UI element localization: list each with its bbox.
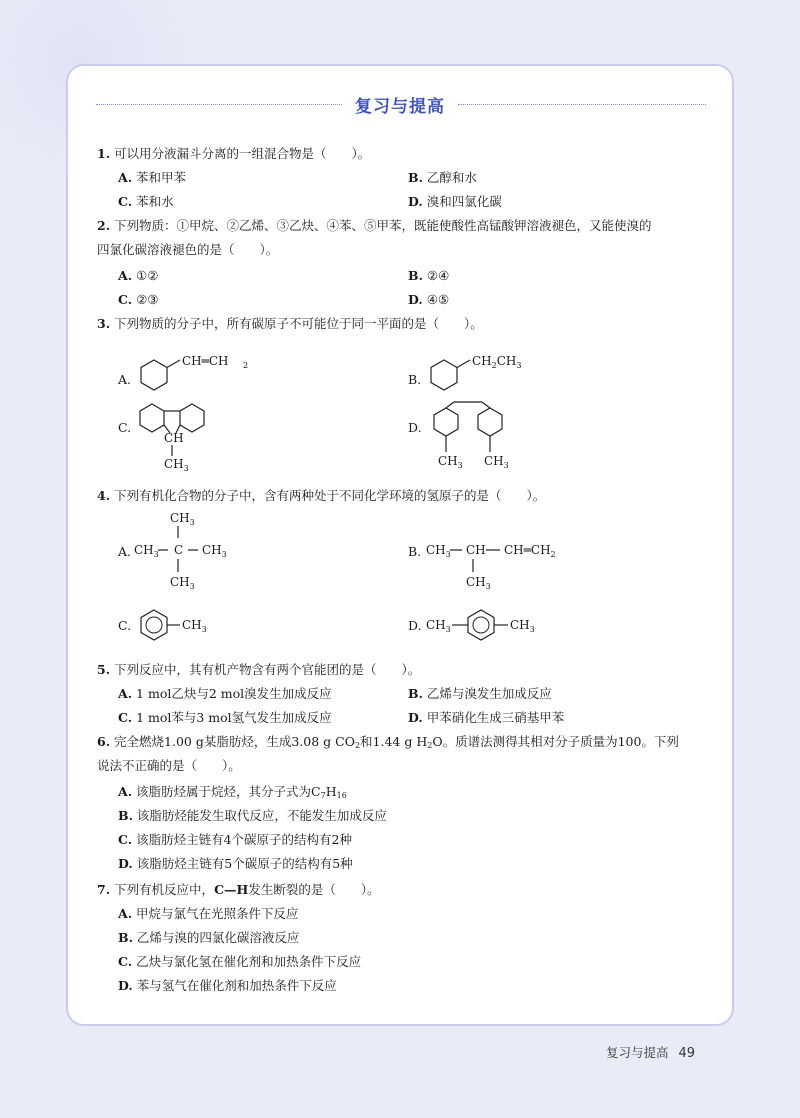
option-5a: A. 1 mol乙炔与2 mol溴发生加成反应 [118, 686, 332, 701]
neopentane-structure [134, 508, 244, 592]
svg-text:2: 2 [243, 361, 249, 370]
question-stem: 可以用分液漏斗分离的一组混合物是（ ）。 [114, 146, 371, 161]
svg-text:CH═CH: CH═CH [182, 354, 229, 368]
question-2: 2. 下列物质：①甲烷、②乙烯、③乙炔、④苯、⑤甲苯，既能使酸性高锰酸钾溶液褪色，又能使溴的 [97, 218, 652, 233]
option-1b: B. 乙醇和水 [408, 170, 477, 185]
header-dotted-line-right [458, 104, 706, 105]
svg-text:CH3: $CH_3$ [438, 454, 463, 470]
option-6a: A. 该脂肪烃属于烷烃，其分子式为$C_7H_{16}$ [118, 784, 347, 800]
ethylbenzene-structure [424, 350, 564, 400]
svg-text:CH3: $CH_3$ [134, 543, 159, 559]
option-4a-label: A. [118, 544, 132, 559]
option-5c: C. 1 mol苯与3 mol氢气发生加成反应 [118, 710, 332, 725]
fluorene-like-structure [134, 400, 214, 474]
svg-text:CH3: $CH_3$ [170, 511, 195, 527]
option-1d: D. 溴和四氯化碳 [408, 194, 502, 209]
styrene-structure [134, 350, 274, 400]
option-3d-label: D. [408, 420, 422, 435]
question-5: 5. 下列反应中，其有机产物含有两个官能团的是（ ）。 [97, 662, 421, 677]
page-footer [606, 1043, 695, 1061]
option-2c: C. ②③ [118, 292, 159, 307]
option-6b: B. 该脂肪烃能发生取代反应，不能发生加成反应 [118, 808, 387, 823]
methylbutene-structure [424, 532, 584, 592]
svg-text:CH3: $CH_3$ [164, 457, 189, 473]
svg-text:CH═CH2: $CH═CH_2$ [504, 543, 556, 559]
option-4d-label: D. [408, 618, 422, 633]
svg-text:CH: CH [466, 543, 486, 557]
question-stem: 下列物质：①甲烷、②乙烯、③乙炔、④苯、⑤甲苯，既能使酸性高锰酸钾溶液褪色，又能使溴的 [114, 218, 652, 233]
header-dotted-line-left [96, 104, 342, 105]
question-3: 3. 下列物质的分子中，所有碳原子不可能位于同一平面的是（ ）。 [97, 316, 483, 331]
option-4c-label: C. [118, 618, 132, 633]
page-number: 49 [678, 1046, 696, 1061]
question-6-stem-line2: 说法不正确的是（ ）。 [97, 758, 241, 773]
svg-text:CH3: $CH_3$ [484, 454, 509, 470]
svg-text:CH3: $CH_3$ [426, 543, 451, 559]
option-2a: A. ①② [118, 268, 159, 283]
option-6d: D. 该脂肪烃主链有5个碳原子的结构有5种 [118, 856, 353, 871]
question-stem: 下列物质的分子中，所有碳原子不可能位于同一平面的是（ ）。 [114, 316, 483, 331]
question-stem: 下列有机反应中，C—H发生断裂的是（ ）。 [114, 882, 380, 897]
question-stem: 下列有机化合物的分子中，含有两种处于不同化学环境的氢原子的是（ ）。 [114, 488, 546, 503]
option-1c: C. 苯和水 [118, 194, 174, 209]
svg-text:CH3: $CH_3$ [426, 618, 451, 634]
svg-text:CH3: $CH_3$ [182, 618, 207, 634]
dimethylbiphenyl-structure [424, 400, 534, 474]
option-5b: B. 乙烯与溴发生加成反应 [408, 686, 552, 701]
option-5d: D. 甲苯硝化生成三硝基甲苯 [408, 710, 565, 725]
option-3c-label: C. [118, 420, 132, 435]
question-1: 1. 可以用分液漏斗分离的一组混合物是（ ）。 [97, 146, 371, 161]
option-2b: B. ②④ [408, 268, 450, 283]
option-7d: D. 苯与氢气在催化剂和加热条件下反应 [118, 978, 337, 993]
question-4: 4. 下列有机化合物的分子中，含有两种处于不同化学环境的氢原子的是（ ）。 [97, 488, 546, 503]
question-2-stem-line2: 四氯化碳溶液褪色的是（ ）。 [97, 242, 279, 257]
section-header [96, 92, 706, 116]
svg-text:C: C [174, 543, 184, 557]
p-xylene-structure [424, 604, 564, 648]
section-title: 复习与提高 [355, 97, 445, 117]
option-7c: C. 乙炔与氯化氢在催化剂和加热条件下反应 [118, 954, 362, 969]
question-stem: 完全燃烧1.00 g某脂肪烃，生成3.08 g $CO_2$和1.44 g $H_2O$。质谱法测得其相对分子质量为100。下列 [114, 734, 679, 750]
svg-text:CH2CH3: $CH_2CH_3$ [472, 354, 522, 370]
option-4b-label: B. [408, 544, 422, 559]
svg-text:CH3: $CH_3$ [170, 575, 195, 591]
option-7b: B. 乙烯与溴的四氯化碳溶液反应 [118, 930, 300, 945]
svg-text:CH3: $CH_3$ [466, 575, 491, 591]
option-7a: A. 甲烷与氯气在光照条件下反应 [118, 906, 299, 921]
option-1a: A. 苯和甲苯 [118, 170, 187, 185]
option-6c: C. 该脂肪烃主链有4个碳原子的结构有2种 [118, 832, 352, 847]
svg-text:CH: CH [164, 431, 184, 445]
footer-section-label: 复习与提高 [606, 1045, 669, 1060]
option-2d: D. ④⑤ [408, 292, 450, 307]
toluene-structure [134, 604, 224, 648]
question-stem: 下列反应中，其有机产物含有两个官能团的是（ ）。 [114, 662, 421, 677]
svg-text:CH3: $CH_3$ [510, 618, 535, 634]
question-7: 7. 下列有机反应中，C—H发生断裂的是（ ）。 [97, 882, 380, 897]
svg-text:CH3: $CH_3$ [202, 543, 227, 559]
option-3a-label: A. [118, 372, 132, 387]
question-6: 6. 完全燃烧1.00 g某脂肪烃，生成3.08 g $CO_2$和1.44 g $H_2O$。质谱法测得其相对分子质量为100。下列 [97, 734, 679, 750]
option-3b-label: B. [408, 372, 422, 387]
